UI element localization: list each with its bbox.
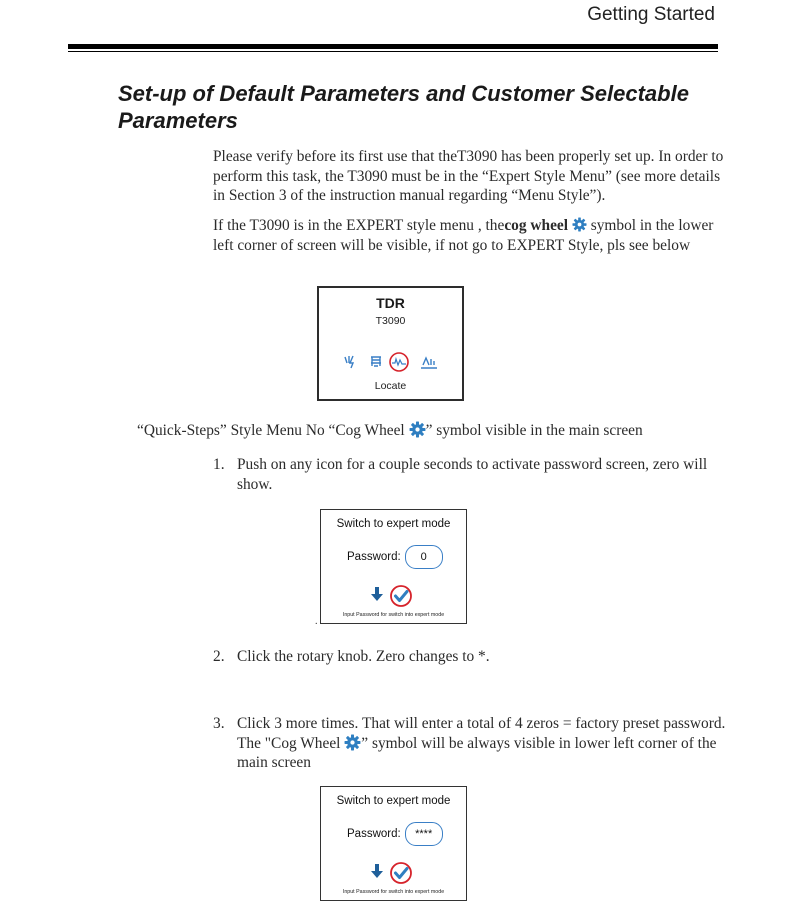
lightning-icon — [345, 356, 353, 368]
password-screen-2 — [320, 786, 467, 901]
cable-filter-icon — [371, 357, 381, 366]
running-header: Getting Started — [587, 4, 715, 25]
password-field: **** — [405, 822, 443, 846]
cog-wheel-icon — [572, 217, 587, 232]
step-1 — [213, 455, 728, 494]
password-screen-footer: Input Password for switch into expert mode — [342, 889, 445, 895]
figure-caption — [137, 421, 643, 440]
step-3 — [213, 714, 728, 773]
device-model: T3090 — [375, 315, 406, 327]
header-rule-thick — [68, 44, 718, 49]
password-action-icons — [367, 582, 423, 610]
header-rule-thin — [68, 51, 718, 52]
locate-waveform-icon — [390, 353, 408, 371]
step-2 — [213, 647, 728, 667]
password-action-icons — [367, 859, 423, 887]
password-field: 0 — [405, 545, 443, 569]
device-icon-row — [341, 351, 445, 373]
password-label: Password: — [347, 551, 401, 563]
arrow-down-icon — [371, 864, 383, 878]
step-number: 3. — [213, 715, 225, 732]
tdr-device-screen — [317, 286, 464, 401]
intro-p2-text-a: If the T3090 is in the EXPERT style menu , the — [213, 217, 505, 234]
intro-p2-text-b: symbol in the lower left corner of screen will be visible, if not go to EXPERT Style, pls see below — [213, 217, 714, 254]
step-3-text-b: ” symbol will be always visible in lower left corner of the main screen — [237, 734, 717, 771]
step-text: Click the rotary knob. Zero changes to *. — [237, 648, 490, 665]
password-row — [347, 821, 443, 847]
password-screen-title: Switch to expert mode — [336, 518, 451, 530]
password-label: Password: — [347, 828, 401, 840]
check-circle-icon — [391, 586, 411, 606]
step-text: Push on any icon for a couple seconds to activate password screen, zero will show. — [237, 456, 708, 493]
step-3-text-a: Click 3 more times. That will enter a total of 4 zeros = factory preset password. The "Cog Wheel — [237, 715, 726, 752]
intro-p2-bold: cog wheel — [504, 217, 569, 234]
stray-dot: . — [315, 616, 318, 627]
intro-paragraph-2 — [213, 216, 728, 255]
device-screen-label: Locate — [374, 380, 407, 392]
measure-chart-icon — [421, 358, 437, 368]
password-screen-1 — [320, 509, 467, 624]
device-screen-title: TDR — [376, 295, 405, 311]
step-text — [237, 714, 728, 773]
intro-paragraph-1: Please verify before its first use that theT3090 has been properly set up. In order to perform this task, the T3090 must be in the “Expert Style Menu” (see more details in Section 3 of the instruction manual regarding “Menu Style”). — [213, 148, 724, 204]
caption-text-b: ” symbol visible in the main screen — [425, 422, 643, 439]
step-number: 1. — [213, 456, 225, 473]
password-row — [347, 544, 443, 570]
password-screen-footer: Input Password for switch into expert mode — [342, 612, 445, 618]
caption-text-a: “Quick-Steps” Style Menu No “Cog Wheel — [137, 422, 409, 439]
password-screen-title: Switch to expert mode — [336, 795, 451, 807]
cog-wheel-icon — [409, 421, 426, 438]
step-number: 2. — [213, 648, 225, 665]
section-title: Set-up of Default Parameters and Customer Selectable Parameters — [118, 81, 689, 133]
cog-wheel-icon — [344, 734, 361, 751]
arrow-down-icon — [371, 587, 383, 601]
check-circle-icon — [391, 863, 411, 883]
